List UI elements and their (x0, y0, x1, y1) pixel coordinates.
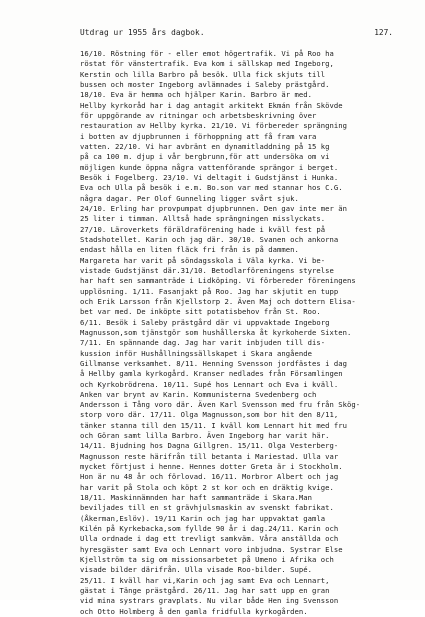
text-line: röstat för vänstertrafik. Eva kom i sällskap med Ingeborg, (80, 59, 334, 69)
text-line: vistade Gudstjänst där.31/10. Betodlarföreningens styrelse (80, 265, 334, 275)
text-line: upplösning. 1/11. Fasanjakt på Roo. Jag har skjutit en tupp (80, 286, 339, 296)
text-line: i botten av djupbrunnen i förhoppning att få fram vara (80, 131, 317, 141)
text-line: mycket förtjust i henne. Hennes dotter Greta är i Stockholm. (80, 462, 343, 472)
text-line: för uppgörande av ritningar och arbetsbeskrivning över (80, 110, 317, 120)
text-line: (Åkerman,Eslöv). 19/11 Karin och jag har uppvaktat gamla (80, 513, 326, 523)
text-line: hyresgäster samt Eva och Lennart voro inbjudna. Systrar Else (80, 544, 343, 554)
text-line: har varit på Stola och köpt 2 st kor och en dräktig kvige. (80, 482, 334, 492)
text-line: bet var med. De inköpte sitt potatisbehov från St. Roo. (80, 307, 321, 317)
text-line: och Kyrkobrödrena. 10/11. Supé hos Lennart och Eva i kväll. (80, 379, 339, 389)
text-line: möjligen kunde öppna några vattenförande sprängor i berget. (80, 162, 339, 172)
page-header (80, 27, 403, 39)
text-line: 24/10. Erling har provpumpat djupbrunnen. Den gav inte mer än (80, 203, 348, 213)
text-line: Andersson i Tång voro där. Även Karl Svensson med fru från Skög- (80, 400, 361, 410)
text-line: visade bilder därifrån. Ulla visade Roo-bilder. Supé. (80, 565, 312, 575)
text-line: beviljades till en st grävhjulsmaskin av svenskt fabrikat. (80, 503, 334, 513)
text-line: Kjellström ta sig om missionsarbetet på Umeno i Afrika och (80, 555, 334, 565)
text-line: 7/11. En spännande dag. Jag har varit inbjuden till dis- (80, 338, 326, 348)
text-line: Hon är nu 48 år och förlovad. 16/11. Morbror Albert och jag (80, 472, 339, 482)
text-line: och Erik Larsson från Kjellstorp 2. Även Maj och dottern Elisa- (80, 296, 356, 306)
text-line: 18/11. Maskinnämnden har haft sammanträde i Skara.Man (80, 493, 312, 503)
text-line: och Göran samt lilla Barbro. Även Ingeborg har varit här. (80, 431, 330, 441)
document-title: Utdrag ur 1955 års dagbok. (80, 28, 205, 37)
text-line: Magnusson,som tjänstgör som hushållerska åt kyrkoherde Sixten. (80, 327, 352, 337)
text-line: restauration av Hellby kyrka. 21/10. Vi förbereder sprängning (80, 121, 348, 131)
document-body (80, 49, 398, 617)
text-line: endast hålla en liten fläck fri från is på dammen. (80, 245, 299, 255)
text-line: 27/10. Läroverkets föräldraförening hade i kväll fest på (80, 224, 326, 234)
text-line: Magnusson reste härifrån till betanta i Mariestad. Ulla var (80, 451, 339, 461)
text-line: några dagar. Per Olof Gunneling ligger svårt sjuk. (80, 193, 299, 203)
text-line: Besök i Fogelberg. 23/10. Vi deltagit i Gudstjänst i Hunka. (80, 172, 339, 182)
text-line: och Otto Holmberg å den gamla fridfulla kyrkogården. (80, 606, 308, 616)
text-line: bussen och moster Ingeborg avlämnades i Saleby prästgård. (80, 79, 330, 89)
text-line: 25/11. I kväll har vi,Karin och jag samt Eva och Lennart, (80, 575, 330, 585)
text-line: gästat i Tänge prästgård. 26/11. Jag har satt upp en gran (80, 586, 330, 596)
text-line: vatten. 22/10. Vi har avbränt en dynamitladdning på 15 kg (80, 141, 330, 151)
text-line: 18/10. Eva är hemma och hjälper Karin. Barbro är med. (80, 90, 312, 100)
text-line: vid mina systrars gravplats. Nu vilar både Hen ing Svensson (80, 596, 339, 606)
text-line: 14/11. Bjudning hos Dagna Gillgren. 15/11. Olga Vesterberg- (80, 441, 339, 451)
text-line: på ca 100 m. djup i vår bergbrunn,för att undersöka om vi (80, 152, 330, 162)
text-line: storp voro där. 17/11. Olga Magnusson,som bor hit den 8/11, (80, 410, 339, 420)
page-number: 127. (374, 28, 393, 37)
text-line: Anken var brynt av Karin. Kommunisterna Svedenberg och (80, 389, 317, 399)
text-line: Stadshotellet. Karin och jag där. 30/10. Svanen och ankorna (80, 234, 339, 244)
text-line: Margareta har varit på söndagsskola i Väla kyrka. Vi be- (80, 255, 326, 265)
text-line: kussion inför Hushållningssällskapet i Skara angående (80, 348, 312, 358)
text-line: 6/11. Besök i Saleby prästgård där vi uppvaktade Ingeborg (80, 317, 330, 327)
text-line: 25 liter i timman. Alltså hade sprängningen misslyckats. (80, 214, 326, 224)
text-line: 16/10. Röstning för - eller emot högertrafik. Vi på Roo ha (80, 49, 334, 58)
text-line: Gillmanse verksamhet. 8/11. Henning Svensson jordfästes i dag (80, 358, 348, 368)
text-line: å Hellby gamla kyrkogård. Kranser nedlades från Församlingen (80, 369, 343, 379)
text-line: Ulla ordnade i dag ett trevligt samkväm. Våra anställda och (80, 534, 339, 544)
text-line: Kilén på Kyrkebacka,som fyllde 90 år i dag.24/11. Karin och (80, 524, 339, 534)
text-line: Eva och Ulla på besök i e.m. Bo.son var med stannar hos C.G. (80, 183, 343, 193)
text-line: Kerstin och lilla Barbro på besök. Ulla fick skjuts till (80, 69, 326, 79)
text-line: Hellby kyrkoråd har i dag antagit arkitekt Ekmán från Skövde (80, 100, 343, 110)
text-line: har haft sen sammanträde i Lidköping. Vi förbereder föreningens (80, 276, 356, 286)
text-line: tänker stanna till den 15/11. I kväll kom Lennart hit med fru (80, 420, 348, 430)
